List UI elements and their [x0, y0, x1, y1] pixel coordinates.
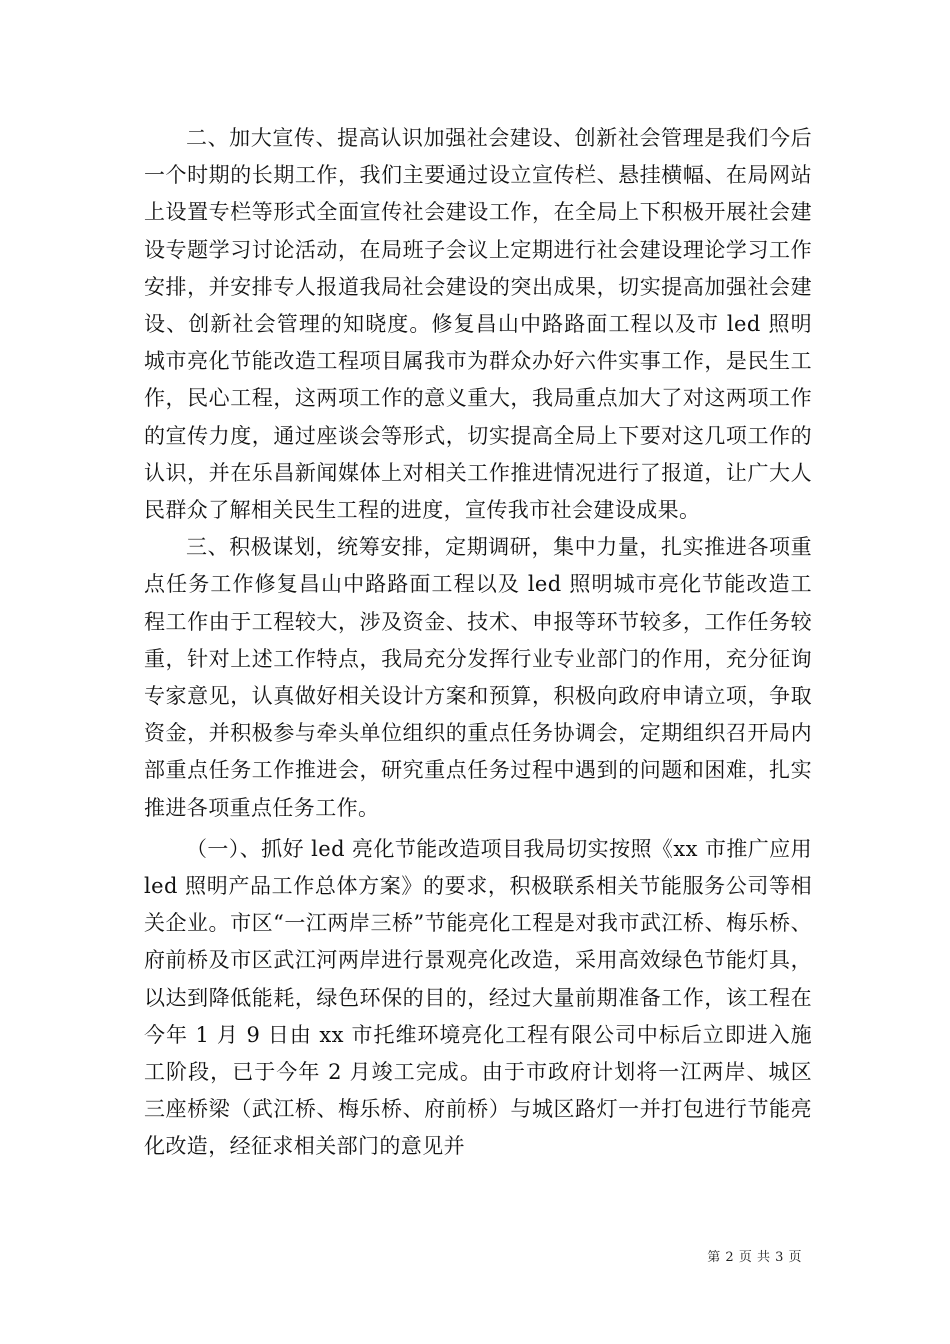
page-number-footer: 第 2 页 共 3 页 — [707, 1250, 802, 1265]
paragraph-led-project: （一）、抓好 led 亮化节能改造项目我局切实按照《xx 市推广应用 led 照明产品工作总体方案》的要求，积极联系相关节能服务公司等相关企业。市区“一江两岸三桥”节能亮化工程是对我市武江桥、梅乐桥、府前桥及市区武江河两岸进行景观亮化改造，采用高效绿色节能灯具，以达到降低能耗，绿色环保的目的，经过大量前期准备工作，该工程在今年 1 月 9 日由 xx 市托维环境亮化工程有限公司中标后立即进入施工阶段，已于今年 2 月竣工完成。由于市政府计划将一江两岸、城区三座桥梁（武江桥、梅乐桥、府前桥）与城区路灯一并打包进行节能亮化改造，经征求相关部门的意见并 — [144, 836, 812, 1159]
paragraph-publicity: 二、加大宣传、提高认识加强社会建设、创新社会管理是我们今后一个时期的长期工作，我们主要通过设立宣传栏、悬挂横幅、在局网站上设置专栏等形式全面宣传社会建设工作，在全局上下积极开展社会建设专题学习讨论活动，在局班子会议上定期进行社会建设理论学习工作安排，并安排专人报道我局社会建设的突出成果，切实提高加强社会建设、创新社会管理的知晓度。修复昌山中路路面工程以及市 led 照明城市亮化节能改造工程项目属我市为群众办好六件实事工作，是民生工作，民心工程，这两项工作的意义重大，我局重点加大了对这两项工作的宣传力度，通过座谈会等形式，切实提高全局上下要对这几项工作的认识，并在乐昌新闻媒体上对相关工作推进情况进行了报道，让广大人民群众了解相关民生工程的进度，宣传我市社会建设成果。 — [144, 126, 812, 523]
paragraph-planning: 三、积极谋划，统筹安排，定期调研，集中力量，扎实推进各项重点任务工作修复昌山中路路面工程以及 led 照明城市亮化节能改造工程工作由于工程较大，涉及资金、技术、申报等环节较多，工作任务较重，针对上述工作特点，我局充分发挥行业专业部门的作用，充分征询专家意见，认真做好相关设计方案和预算，积极向政府申请立项，争取资金，并积极参与牵头单位组织的重点任务协调会，定期组织召开局内部重点任务工作推进会，研究重点任务过程中遇到的问题和困难，扎实推进各项重点任务工作。 — [144, 535, 812, 820]
document-body — [144, 120, 812, 1166]
